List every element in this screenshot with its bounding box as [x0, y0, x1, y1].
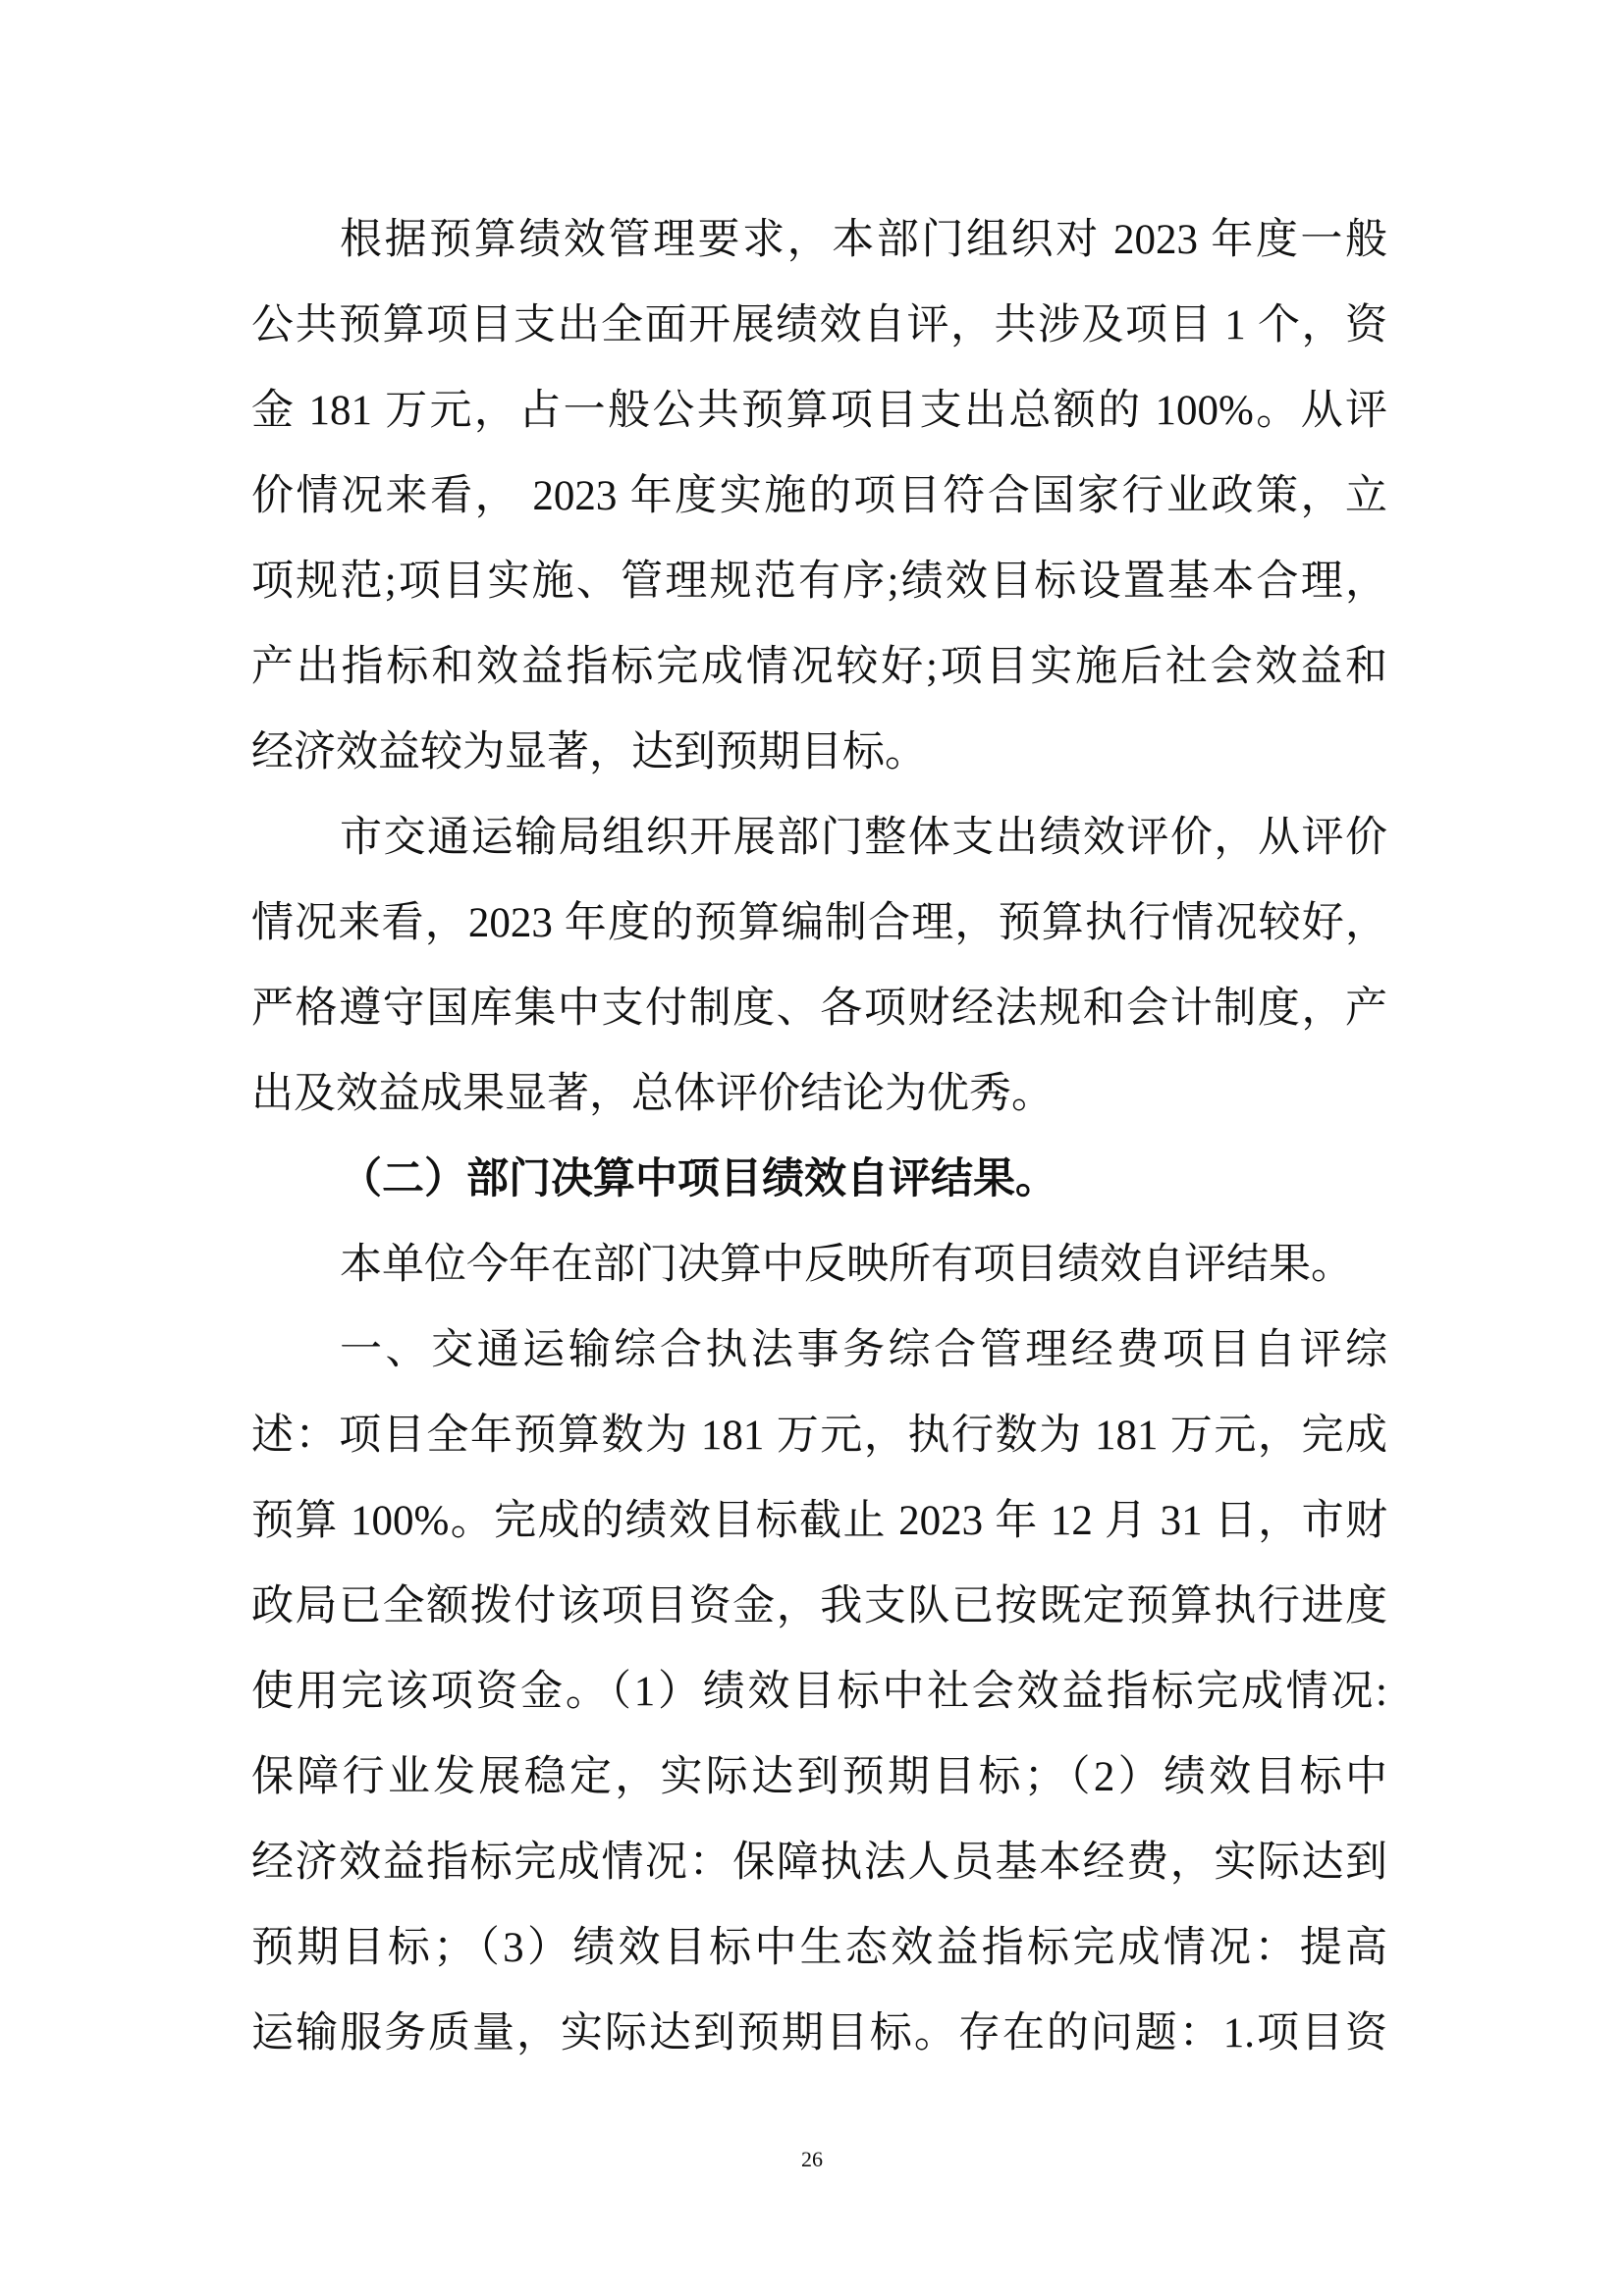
section-heading: [251, 1137, 1387, 1222]
paragraph-line: 使用完该项资金。（1）绩效目标中社会效益指标完成情况:: [251, 1669, 1387, 1715]
paragraph-line: 本单位今年在部门决算中反映所有项目绩效自评结果。: [340, 1242, 1353, 1288]
paragraph-line: 项规范;项目实施、管理规范有序;绩效目标设置基本合理，: [251, 559, 1387, 605]
paragraph-line: 金 181 万元，占一般公共预算项目支出总额的 100%。从评: [251, 388, 1387, 434]
paragraph-line: 价情况来看， 2023 年度实施的项目符合国家行业政策，立: [251, 473, 1387, 519]
paragraph-line: 预算 100%。完成的绩效目标截止 2023 年 12 月 31 日，市财: [251, 1498, 1387, 1544]
paragraph-line: 根据预算绩效管理要求，本部门组织对 2023 年度一般: [340, 217, 1387, 263]
paragraph-line: 严格遵守国库集中支付制度、各项财经法规和会计制度，产: [251, 986, 1387, 1032]
paragraph-line: 市交通运输局组织开展部门整体支出绩效评价，从评价: [340, 815, 1387, 861]
paragraph-project-summary: [251, 1308, 1387, 2076]
document-body: [251, 197, 1387, 2076]
paragraph-line: 公共预算项目支出全面开展绩效自评，共涉及项目 1 个，资: [251, 302, 1387, 348]
paragraph-results-statement: [251, 1222, 1387, 1308]
paragraph-line: 政局已全额拨付该项目资金，我支队已按既定预算执行进度: [251, 1583, 1387, 1629]
paragraph-line: 产出指标和效益指标完成情况较好;项目实施后社会效益和: [251, 644, 1387, 690]
paragraph-line: 运输服务质量，实际达到预期目标。存在的问题：1.项目资: [251, 2010, 1387, 2056]
paragraph-line: 经济效益指标完成情况：保障执法人员基本经费，实际达到: [251, 1840, 1387, 1886]
paragraph-line: 保障行业发展稳定，实际达到预期目标；（2）绩效目标中: [251, 1754, 1387, 1800]
paragraph-line: 一、交通运输综合执法事务综合管理经费项目自评综: [340, 1327, 1387, 1373]
paragraph-line: 经济效益较为显著，达到预期目标。: [251, 729, 927, 775]
paragraph-line: 述：项目全年预算数为 181 万元，执行数为 181 万元，完成: [251, 1413, 1387, 1459]
paragraph-line: 预期目标；（3）绩效目标中生态效益指标完成情况：提高: [251, 1925, 1387, 1971]
paragraph-line: 出及效益成果显著，总体评价结论为优秀。: [251, 1071, 1054, 1117]
paragraph-department-evaluation: [251, 795, 1387, 1137]
paragraph-line: 情况来看，2023 年度的预算编制合理，预算执行情况较好，: [251, 900, 1387, 946]
page-number: 26: [801, 2147, 823, 2171]
section-heading-text: （二）部门决算中项目绩效自评结果。: [340, 1156, 1057, 1202]
paragraph-budget-evaluation: [251, 197, 1387, 795]
